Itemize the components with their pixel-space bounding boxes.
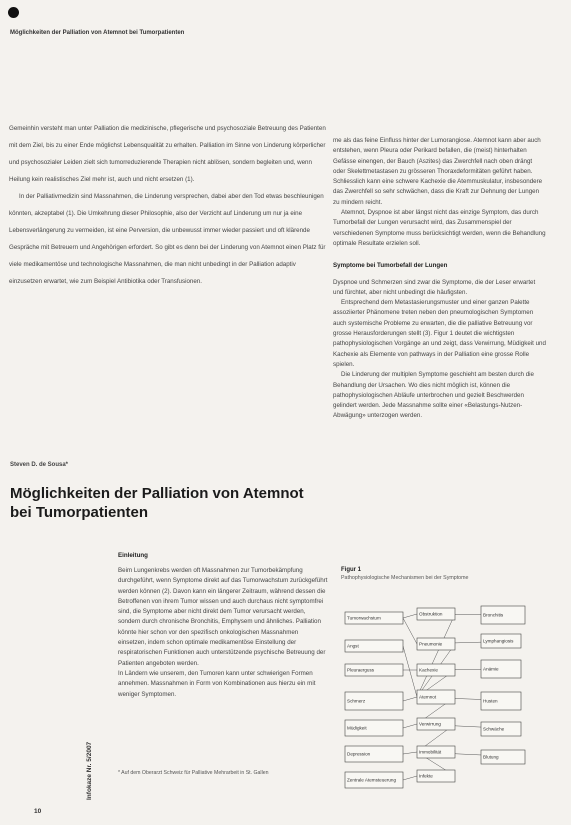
footnote: * Auf dem Oberarzt Schweiz für Palliative Mehrarbeit in St. Gallen (118, 770, 269, 776)
diagram-node (345, 772, 403, 788)
diagram-node (345, 640, 403, 652)
intro-paragraph: Gemeinhin versteht man unter Palliation die medizinische, pflegerische und psychosoziale Betreuung des Patienten mit dem Ziel, bis zu einer Ende möglichst Lebensqualität zu erhalten. Palliation im Sinne von Linderung körperlicher und psychosozialer Leiden zielt sich tumorreduzierende Therapien nicht ablösen, sondern begleiten und, wenn Heilung kein realistisches Ziel mehr ist, auch und nicht ersetzen (1). (9, 125, 326, 183)
diagram-node (481, 692, 521, 710)
diagram-arrow (403, 752, 417, 754)
diagram-node (345, 612, 403, 624)
diagram-arrow (403, 646, 417, 697)
diagram-node (417, 638, 455, 650)
diagram-box-label: Depression (347, 751, 371, 757)
diagram-node (417, 664, 455, 676)
diagram-arrow (403, 776, 417, 780)
diagram-node (345, 692, 403, 710)
diagram-node (417, 746, 455, 758)
diagram-box-label: Obstruktion (419, 611, 443, 617)
diagram-node (481, 634, 521, 648)
diagram-node (417, 770, 455, 782)
diagram-arrow (403, 618, 417, 644)
article-title: Möglichkeiten der Palliation von Atemnot bei Tumorpatienten (10, 485, 304, 521)
diagram-box-label: Kachexie (419, 667, 438, 673)
einleitung-heading: Einleitung (118, 552, 148, 559)
diagram-node (345, 664, 403, 676)
running-head: Möglichkeiten der Palliation von Atemnot bei Tumorpatienten (10, 30, 185, 36)
body-paragraph: me als das feine Einfluss hinter der Lumorangiose. Atemnot kann aber auch entstehen, wenn Pleura oder Perikard befallen, die (meist) hinterhalten Gefässe einengen, der Bauch (Aszites) das Zwerchfell nach oben drängt oder Skelettmetastasen zu grösseren Thoraxdeformitäten geführt haben. Schliesslich kann eine schwere Kachexie die Atemmuskulatur, insbesondere das Zwerchfell so sehr schwächen, dass die Kraft zur Dehnung der Lungen zu mindern reicht. (333, 137, 543, 206)
right-column (333, 136, 546, 422)
diagram-arrow (417, 611, 455, 697)
diagram-box-label: Infekte (419, 773, 433, 779)
diagram-node (345, 746, 403, 762)
body-paragraph: Entsprechend dem Metastasierungsmuster und einer ganzen Palette assoziierter Phänomene treten neben den pneumologischen Symptomen auch systemische Probleme zu erwarten, die die palliative Betreuung vor grosse Herausforderungen stellt (3). Figur 1 deutet die wichtigsten pathophysiologischen Vorgänge an und zeigt, dass Verwirrung, Müdigkeit und Kachexie als Elemente von pathways in der Palliation eine grosse Rolle spielen. (333, 299, 546, 368)
diagram-box-label: Bronchitis (483, 612, 504, 618)
diagram-node (481, 750, 525, 764)
diagram-node (417, 718, 455, 730)
diagram-box-label: Atemnot (419, 694, 437, 700)
diagram-node (481, 606, 525, 624)
journal-text: Infokaze Nr. 5/2007 (86, 741, 93, 800)
diagram-box-label: Angst (347, 643, 359, 649)
header-bullet-icon (8, 7, 19, 18)
diagram-box-label: Husten (483, 698, 498, 704)
diagram-box-label: Pneumonie (419, 641, 443, 647)
body-paragraph: Beim Lungenkrebs werden oft Massnahmen zur Tumorbekämpfung durchgeführt, wenn Symptome direkt auf das Tumorwachstum zurückgeführt werden können (2). Davon kann ein längerer Zeitraum, während dessen die Betroffenen von ihrem Tumor wissen und auch durchaus nicht symptomfrei sind, die Symptome aber nicht direkt dem Tumor verursacht werden, sondern durch chronische Bronchitis, Emphysem und ähnliches. Palliation könnte hier schon vor den spezifisch onkologischen Massnahmen einsetzen, indem schon optimale medikamentöse Einstellung der respiratorischen Funktionen auch unterstützende psychische Betreuung der Patienten angeboten werden. (118, 567, 328, 667)
diagram-box-label: Schmerz (347, 698, 366, 704)
journal-label (83, 700, 97, 800)
diagram-box-label: Verwirrung (419, 721, 441, 727)
diagram-arrow (403, 697, 417, 701)
body-paragraph: Dyspnoe und Schmerzen sind zwar die Symptome, die der Leser erwartet und fürchtet, aber nicht unbedingt die häufigsten. (333, 278, 536, 296)
diagram-node (345, 720, 403, 736)
diagram-box-label: Pleuraerguss (347, 667, 375, 673)
intro-text (9, 120, 329, 290)
diagram-box-label: Tumorwachstum (347, 615, 381, 621)
diagram-node (481, 722, 521, 736)
diagram-arrow (403, 724, 417, 728)
diagram-box-label: Blutung (483, 754, 499, 760)
intro-paragraph: In der Palliativmedizin sind Massnahmen, die Linderung versprechen, dabei aber den Tod etwas beschleunigen könnten, akzeptabel (1). Die Umkehrung dieser Philosophie, also der Verzicht auf Linderung um nur ja eine Lebensverlängerung zu vermeiden, ist eine Perversion, die unbewusst immer wieder passiert und oft klärende Gespräche mit Betreuern und Angehörigen erfordert. So gibt es denn bei der Linderung von Atemnot einen Platz für viele medikamentöse und technologische Massnahmen, die man nicht unbedingt in der Palliation adaptiv einzusetzen erwartet, wie zum Beispiel Antibiotika oder Transfusionen. (9, 193, 326, 285)
figure-diagram (341, 600, 563, 812)
section-heading: Symptome bei Tumorbefall der Lungen (333, 262, 448, 270)
figure-caption: Pathophysiologische Mechanismen bei der Symptome (341, 575, 469, 581)
body-paragraph: Die Linderung der multiplen Symptome geschieht am besten durch die Behandlung der Ursachen. Wo dies nicht möglich ist, können die pathophysiologischen Abläufe unterbrochen und gezielt Beschwerden gelindert werden. Jede Massnahme sollte einer «Belastungs-Nutzen-Abwägung» unterzogen werden. (333, 371, 534, 420)
page-number: 10 (34, 808, 42, 815)
diagram-svg (341, 600, 563, 812)
diagram-box-label: Immobilität (419, 749, 442, 755)
diagram-box-label: Lymphangiosis (483, 638, 514, 644)
body-paragraph: Atemnot, Dyspnoe ist aber längst nicht das einzige Symptom, das durch Tumorbefall der Lungen verursacht wird, das Zusammenspiel der verschiedenen Symptome muss berücksichtigt werden, wenn die Behandlung optimale Resultate erzielen soll. (333, 209, 546, 247)
diagram-arrow (403, 614, 417, 618)
author-name: Steven D. de Sousa* (10, 462, 69, 468)
diagram-node (417, 690, 455, 704)
diagram-box-label: Anämie (483, 666, 499, 672)
diagram-box-label: Zentrale Atemsteuerung (347, 777, 397, 783)
einleitung-text (118, 566, 328, 700)
body-paragraph: In Ländern wie unserem, den Tumoren kann unter schwierigen Formen annehmen. Massnahmen in Form von Kombinationen aus hierzu ein mit weniger Symptomen. (118, 669, 316, 698)
diagram-box-label: Müdigkeit (347, 725, 367, 731)
diagram-node (481, 660, 521, 678)
diagram-box-label: Schwäche (483, 726, 505, 732)
diagram-node (417, 608, 455, 620)
figure-label: Figur 1 (341, 567, 362, 573)
